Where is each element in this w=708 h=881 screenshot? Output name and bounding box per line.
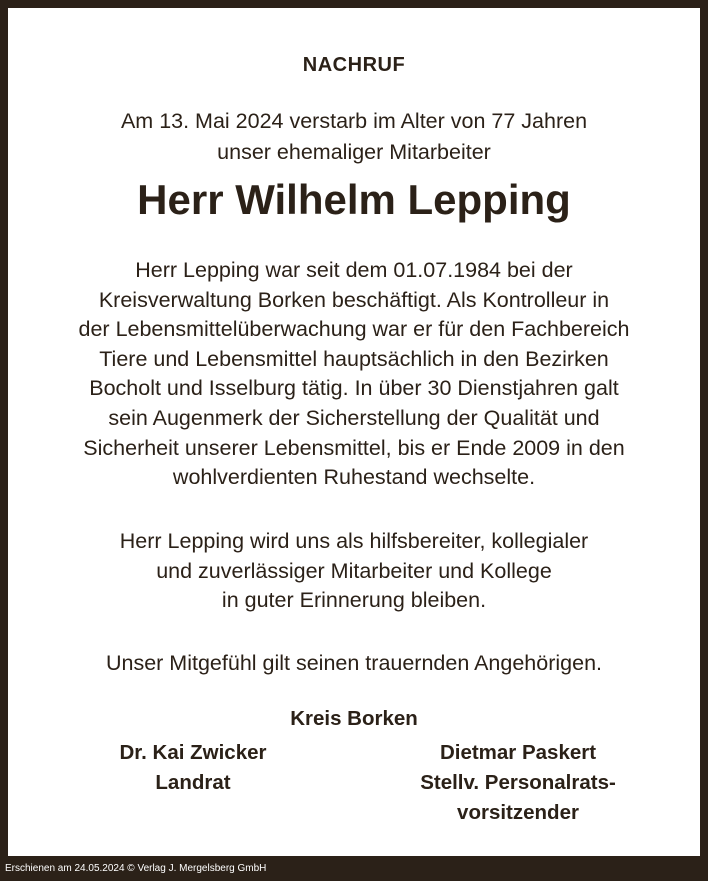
publication-footer: Erschienen am 24.05.2024 © Verlag J. Mergelsberg GmbH <box>5 863 267 874</box>
biography-line: sein Augenmerk der Sicherstellung der Qualität und <box>108 405 600 430</box>
biography-line: wohlverdienten Ruhestand wechselte. <box>172 465 536 490</box>
organization-name: Kreis Borken <box>290 707 418 730</box>
intro-line: Am 13. Mai 2024 verstarb im Alter von 77 Jahren <box>120 109 588 133</box>
intro-line: unser ehemaliger Mitarbeiter <box>217 140 491 164</box>
signatory-title: vorsitzender <box>457 801 579 824</box>
biography-line: Kreisverwaltung Borken beschäftigt. Als Kontrolleur in <box>98 287 610 312</box>
signatory-title: Stellv. Personalrats- <box>420 771 616 794</box>
remembrance-line: in guter Erinnerung bleiben. <box>221 588 487 613</box>
biography-line: Sicherheit unserer Lebensmittel, bis er Ende 2009 in den <box>83 435 625 460</box>
biography-line: Tiere und Lebensmittel hauptsächlich in den Bezirken <box>99 346 609 371</box>
intro-text <box>8 106 700 168</box>
biography-line: Bocholt und Isselburg tätig. In über 30 Dienstjahren galt <box>89 376 619 401</box>
signatory-name: Dr. Kai Zwicker <box>119 741 267 764</box>
remembrance-line: Herr Lepping wird uns als hilfsbereiter, kollegialer <box>119 529 589 553</box>
condolence-text: Unser Mitgefühl gilt seinen trauernden Angehörigen. <box>105 651 602 675</box>
obituary-card <box>8 8 700 856</box>
deceased-name: Herr Wilhelm Lepping <box>137 176 571 223</box>
biography-line: der Lebensmittelüberwachung war er für den Fachbereich <box>78 317 630 342</box>
biography-line: Herr Lepping war seit dem 01.07.1984 bei der <box>135 258 573 282</box>
remembrance-line: und zuverlässiger Mitarbeiter und Kollege <box>156 558 552 583</box>
remembrance-paragraph <box>28 527 680 616</box>
biography-paragraph <box>28 256 680 493</box>
signatory-name: Dietmar Paskert <box>439 741 597 764</box>
signatory-left <box>78 738 308 798</box>
notice-heading: NACHRUF <box>302 54 406 76</box>
signatory-right <box>388 738 648 828</box>
signatory-title: Landrat <box>155 771 231 794</box>
